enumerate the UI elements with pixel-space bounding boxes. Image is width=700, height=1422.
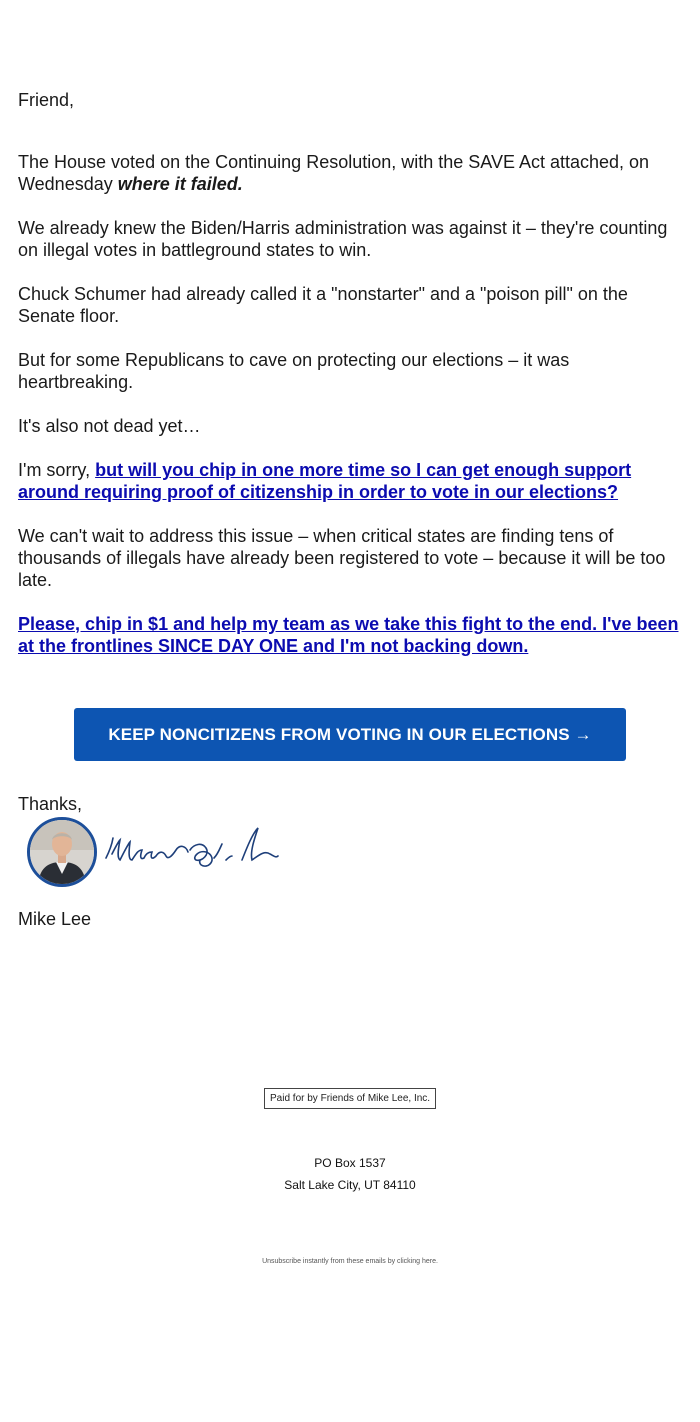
signoff-thanks: Thanks,	[18, 794, 83, 814]
paragraph-donate	[18, 613, 682, 657]
avatar-portrait	[30, 820, 94, 884]
paragraph-schumer: Chuck Schumer had already called it a "nonstarter" and a "poison pill" on the Senate floor.	[18, 284, 628, 326]
paragraph-chip-in-prefix: I'm sorry,	[18, 460, 96, 480]
address-line-1: PO Box 1537	[314, 1156, 386, 1170]
paragraph-house-vote	[18, 151, 682, 195]
paragraph-house-vote-text: The House voted on the Continuing Resolution, with the SAVE Act attached, on Wednesday	[18, 152, 650, 194]
donate-link[interactable]: Please, chip in $1 and help my team as we take this fight to the end. I've been at the frontlines SINCE DAY ONE and I'm not backing down.	[18, 614, 679, 656]
cta-container	[74, 708, 626, 761]
cta-button[interactable]: KEEP NONCITIZENS FROM VOTING IN OUR ELECTIONS →	[74, 708, 626, 761]
chip-in-link[interactable]: but will you chip in one more time so I can get enough support around requiring proof of citizenship in order to vote in our elections?	[18, 460, 632, 502]
paragraph-administration: We already knew the Biden/Harris administration was against it – they're counting on illegal votes in battleground states to win.	[18, 218, 668, 260]
paragraph-not-dead: It's also not dead yet…	[18, 416, 201, 436]
paragraph-chip-in	[18, 459, 682, 503]
greeting: Friend,	[18, 90, 75, 110]
paragraph-house-vote-emphasis: where it failed.	[117, 174, 243, 194]
unsubscribe-link[interactable]: Unsubscribe instantly from these emails by clicking here.	[262, 1258, 438, 1265]
address-line-2: Salt Lake City, UT 84110	[284, 1178, 416, 1192]
signer-name: Mike Lee	[18, 909, 92, 929]
avatar	[27, 817, 97, 887]
paragraph-republicans: But for some Republicans to cave on protecting our elections – it was heartbreaking.	[18, 350, 570, 392]
paragraph-critical-states: We can't wait to address this issue – when critical states are finding tens of thousands of illegals have already been registered to vote – because it will be too late.	[18, 526, 666, 590]
paid-for-disclaimer: Paid for by Friends of Mike Lee, Inc.	[264, 1088, 436, 1109]
signature-image	[102, 820, 280, 880]
email-body	[18, 89, 682, 679]
